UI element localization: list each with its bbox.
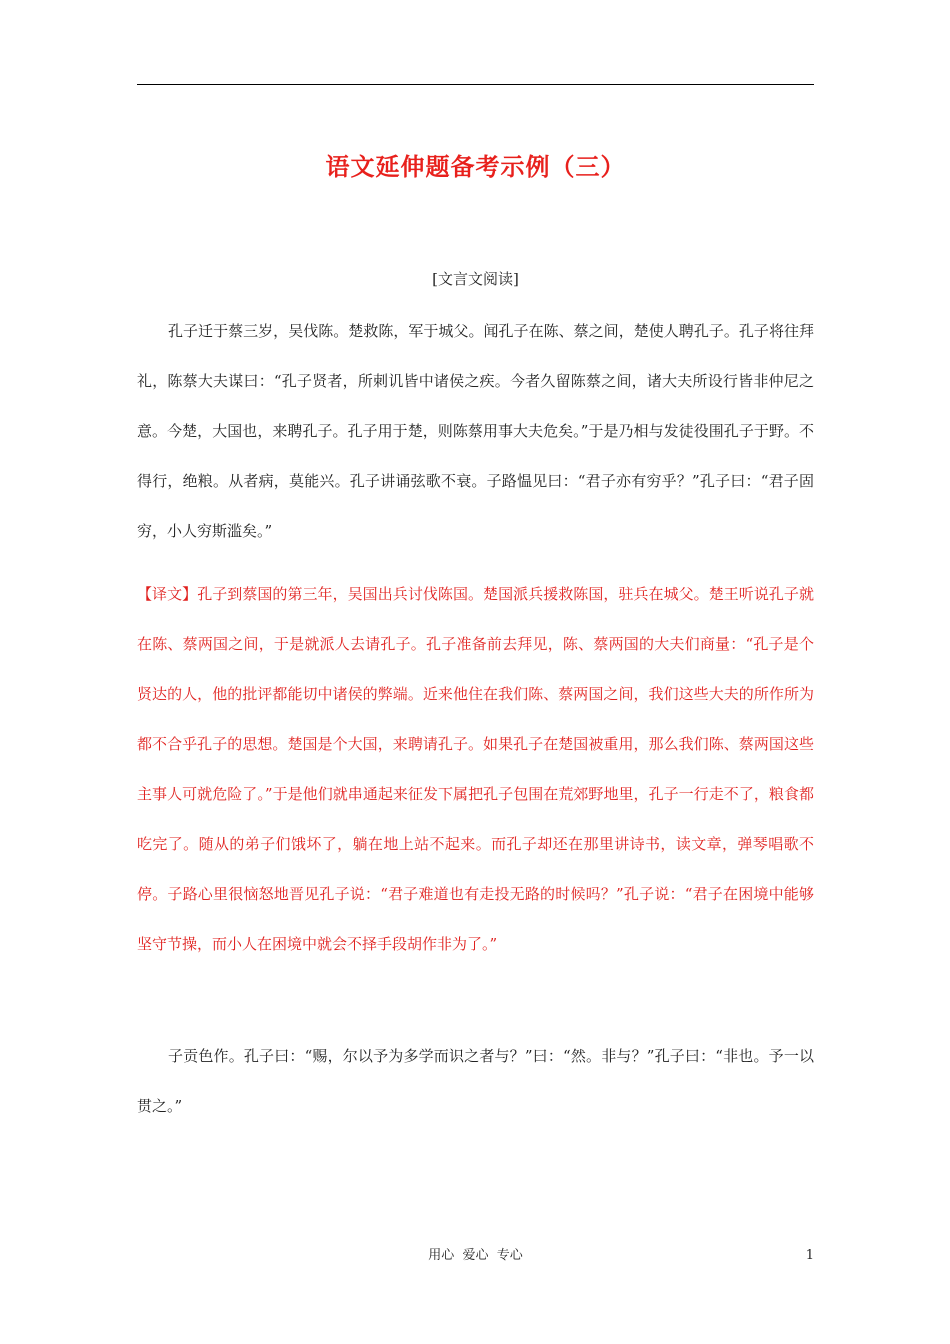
header-rule [137, 84, 814, 85]
translation-text: 孔子到蔡国的第三年，吴国出兵讨伐陈国。楚国派兵援救陈国，驻兵在城父。楚王听说孔子就在陈、蔡两国之间，于是就派人去请孔子。孔子准备前去拜见，陈、蔡两国的大夫们商量：“孔子是个贤达的人，他的批评都能切中诸侯的弊端。近来他住在我们陈、蔡两国之间，我们这些大夫的所作所为都不合乎孔子的思想。楚国是个大国，来聘请孔子。如果孔子在楚国被重用，那么我们陈、蔡两国这些主事人可就危险了。”于是他们就串通起来征发下属把孔子包围在荒郊野地里，孔子一行走不了，粮食都吃完了。随从的弟子们饿坏了，躺在地上站不起来。而孔子却还在那里讲诗书，读文章，弹琴唱歌不停。子路心里很恼怒地晋见孔子说：“君子难道也有走投无路的时候吗？”孔子说：“君子在困境中能够坚守节操，而小人在困境中就会不择手段胡作非为了。” [137, 585, 814, 953]
original-text-paragraph-1: 孔子迁于蔡三岁，吴伐陈。楚救陈，军于城父。闻孔子在陈、蔡之间，楚使人聘孔子。孔子将往拜礼，陈蔡大夫谋曰：“孔子贤者，所刺讥皆中诸侯之疾。今者久留陈蔡之间，诸大夫所设行皆非仲尼之意。今楚，大国也，来聘孔子。孔子用于楚，则陈蔡用事大夫危矣。”于是乃相与发徒役围孔子于野。不得行，绝粮。从者病，莫能兴。孔子讲诵弦歌不衰。子路愠见曰：“君子亦有穷乎？”孔子曰：“君子固穷，小人穷斯滥矣。” [137, 322, 814, 540]
translation-paragraph [137, 569, 814, 969]
original-text-paragraph-2: 子贡色作。孔子曰：“赐，尔以予为多学而识之者与？”曰：“然。非与？”孔子曰：“非也。予一以贯之。” [137, 1047, 814, 1115]
translation-tag: 【译文】 [137, 585, 198, 603]
footer-motto: 用心 爱心 专心 [428, 1248, 523, 1263]
document-title: 语文延伸题备考示例（三） [325, 153, 626, 181]
page-number: 1 [805, 1248, 814, 1263]
section-label: [文言文阅读] [432, 270, 519, 288]
